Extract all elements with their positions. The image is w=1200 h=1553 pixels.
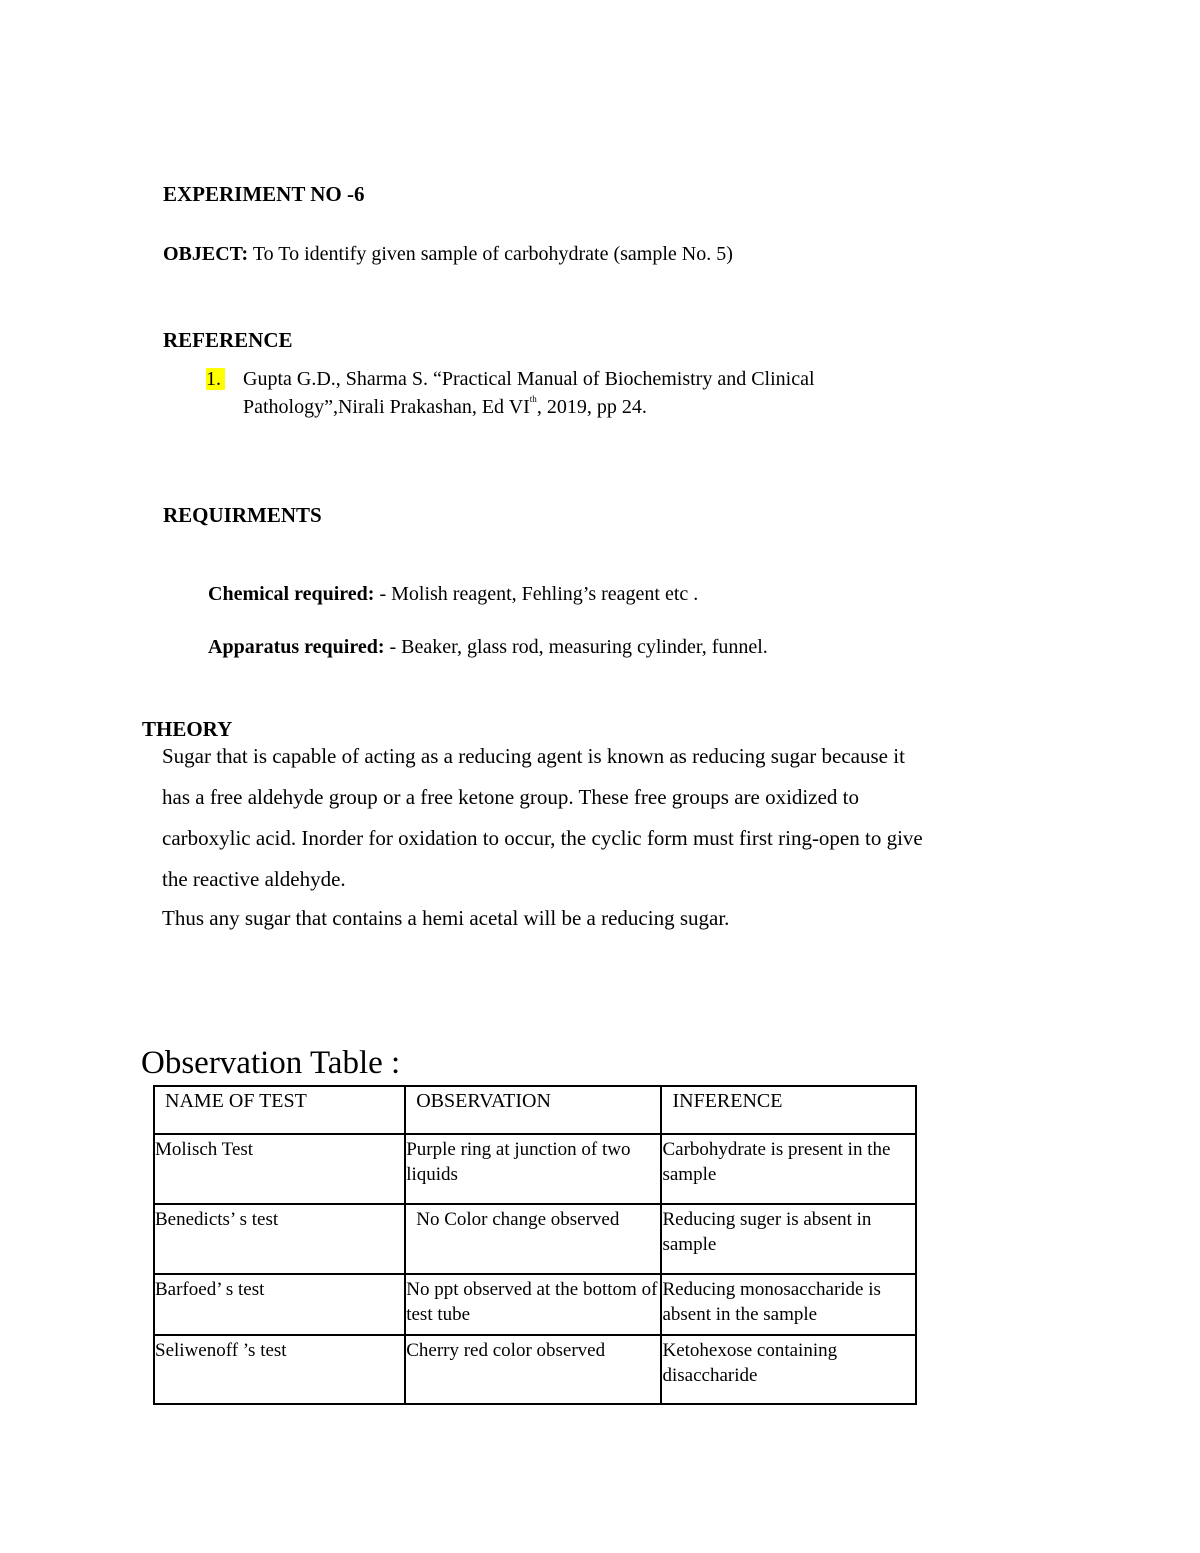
object-line	[163, 243, 733, 266]
observation-cell: Purple ring at junction of two liquids	[405, 1134, 661, 1204]
table-row	[154, 1335, 916, 1404]
reference-line-2	[243, 396, 647, 419]
reference-superscript: th	[529, 394, 537, 404]
theory-line: carboxylic acid. Inorder for oxidation to occur, the cyclic form must first ring-open to give	[162, 826, 923, 850]
observation-cell: No ppt observed at the bottom of test tube	[405, 1274, 661, 1335]
inference-cell: Ketohexose containing disaccharide	[661, 1335, 916, 1404]
table-header-row	[154, 1086, 916, 1134]
chemical-text: - Molish reagent, Fehling’s reagent etc .	[374, 583, 699, 605]
theory-line: has a free aldehyde group or a free ketone group. These free groups are oxidized to	[162, 785, 859, 809]
inference-cell: Reducing monosaccharide is absent in the sample	[661, 1274, 916, 1335]
table-row	[154, 1134, 916, 1204]
test-name-cell: Barfoed’ s test	[154, 1274, 405, 1335]
theory-line: Sugar that is capable of acting as a reducing agent is known as reducing sugar because it	[162, 744, 905, 768]
observation-cell: Cherry red color observed	[405, 1335, 661, 1404]
header-observation: OBSERVATION	[405, 1086, 661, 1134]
inference-cell: Carbohydrate is present in the sample	[661, 1134, 916, 1204]
observation-cell: No Color change observed	[405, 1204, 661, 1274]
reference-line-2-end: , 2019, pp 24.	[536, 396, 647, 418]
test-name-cell: Benedicts’ s test	[154, 1204, 405, 1274]
theory-heading: THEORY	[142, 717, 233, 741]
theory-line: Thus any sugar that contains a hemi acetal will be a reducing sugar.	[162, 906, 730, 930]
reference-line-2-text: Pathology”,Nirali Prakashan, Ed VI	[243, 396, 530, 418]
header-inference: INFERENCE	[661, 1086, 916, 1134]
test-name-cell: Seliwenoff ’s test	[154, 1335, 405, 1404]
reference-number: 1.	[206, 368, 225, 390]
theory-line: the reactive aldehyde.	[162, 867, 346, 891]
reference-line-1: Gupta G.D., Sharma S. “Practical Manual of Biochemistry and Clinical	[243, 368, 815, 390]
reference-heading: REFERENCE	[163, 328, 293, 352]
table-row	[154, 1204, 916, 1274]
object-text: To To identify given sample of carbohydrate (sample No. 5)	[248, 243, 733, 265]
apparatus-label: Apparatus required:	[208, 636, 385, 658]
apparatus-required	[208, 636, 768, 659]
object-label: OBJECT:	[163, 243, 249, 265]
observation-table	[153, 1085, 917, 1405]
chemical-label: Chemical required:	[208, 583, 375, 605]
reference-item	[206, 368, 225, 391]
requirements-heading: REQUIRMENTS	[163, 503, 322, 527]
table-row	[154, 1274, 916, 1335]
experiment-title: EXPERIMENT NO -6	[163, 182, 365, 206]
header-name-of-test: NAME OF TEST	[154, 1086, 405, 1134]
inference-cell: Reducing suger is absent in sample	[661, 1204, 916, 1274]
test-name-cell: Molisch Test	[154, 1134, 405, 1204]
chemical-required	[208, 583, 698, 606]
apparatus-text: - Beaker, glass rod, measuring cylinder, funnel.	[384, 636, 768, 658]
observation-table-title: Observation Table :	[141, 1045, 401, 1081]
